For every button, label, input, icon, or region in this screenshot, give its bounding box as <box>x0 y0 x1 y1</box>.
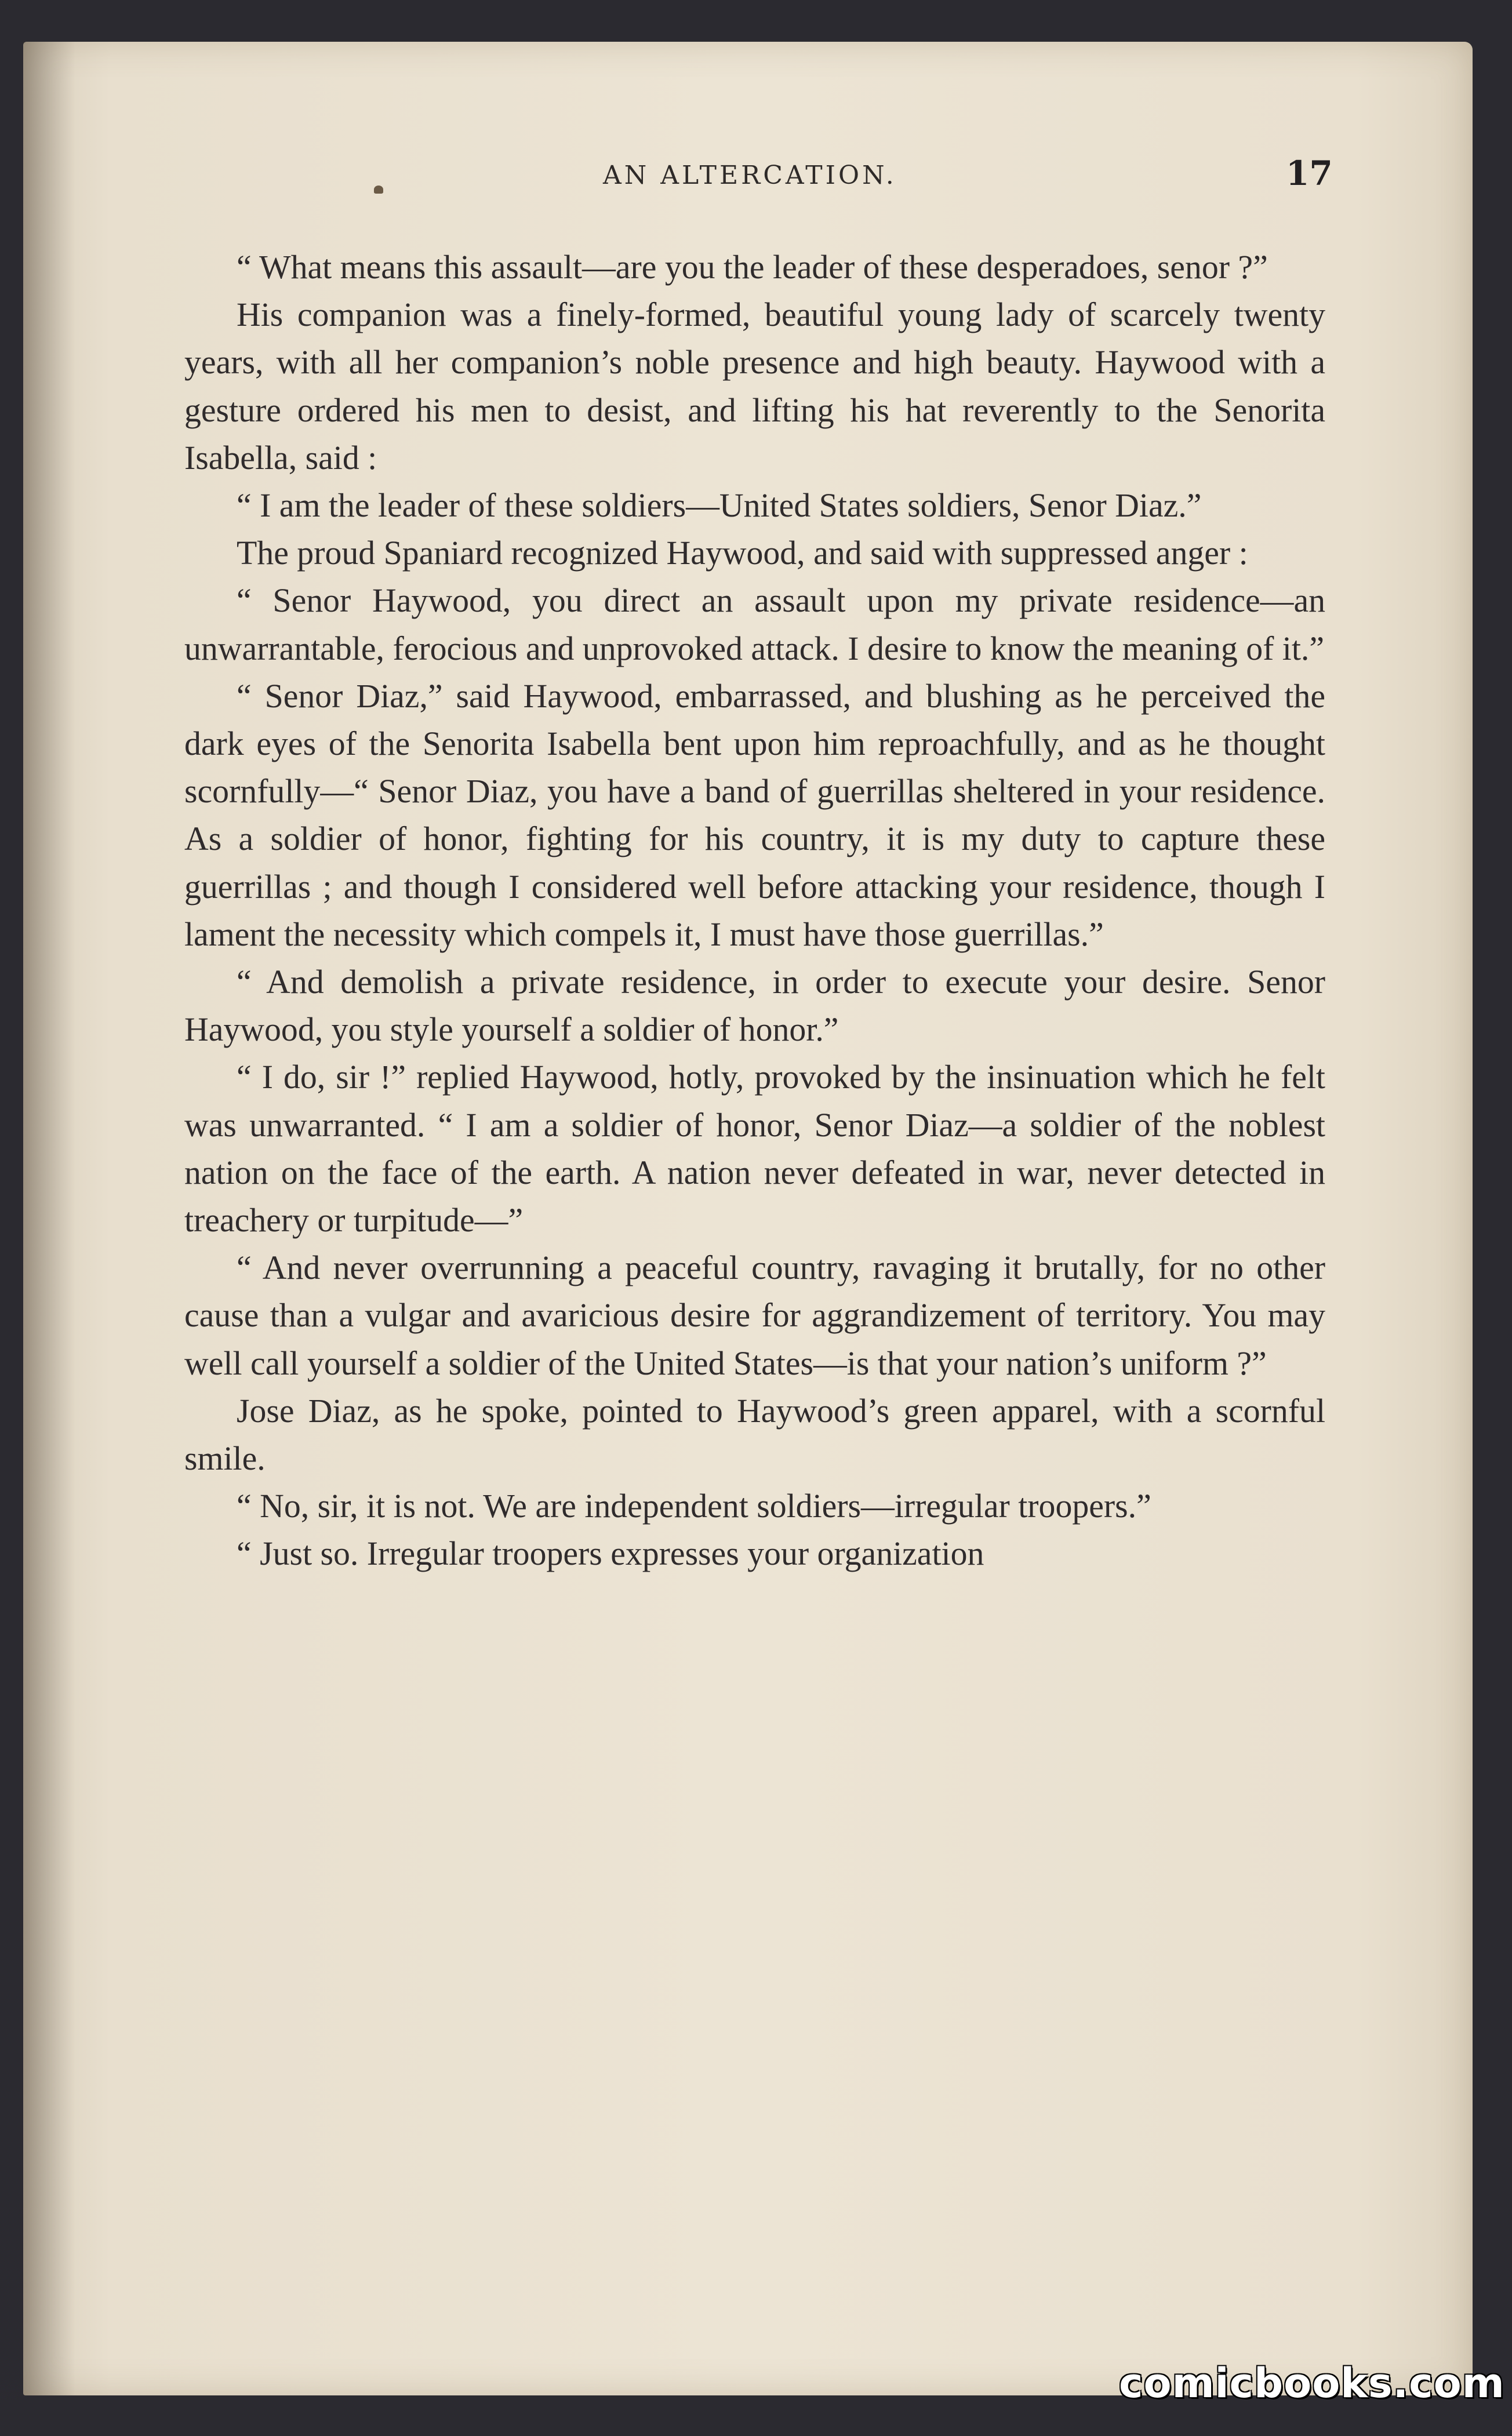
paragraph: “ No, sir, it is not. We are independent soldiers—irregular troopers.” <box>237 1487 1151 1525</box>
body-text <box>184 243 1325 1578</box>
paragraph: “ I am the leader of these soldiers—United States soldiers, Senor Diaz.” <box>237 486 1202 525</box>
paragraph: Jose Diaz, as he spoke, pointed to Haywood’s green apparel, with a scornful smile. <box>184 1391 1325 1478</box>
paragraph: “ What means this assault—are you the leader of these desperadoes, senor ?” <box>237 248 1268 286</box>
running-title: AN ALTERCATION. <box>603 161 897 190</box>
paragraph: “ I do, sir !” replied Haywood, hotly, provoked by the insinuation which he felt was unwarranted. “ I am a soldier of honor, Senor Diaz—a soldier of the noblest nation on the face of the earth. A nation never defeated in war, never detected in treachery or turpitude—” <box>184 1058 1325 1239</box>
page-number: 17 <box>1286 154 1333 193</box>
paragraph: “ Senor Haywood, you direct an assault upon my private residence—an unwarrantable, ferocious and unprovoked attack. I desire to know the meaning of it.” <box>184 581 1325 667</box>
paragraph: “ Just so. Irregular troopers expresses your organization <box>237 1535 984 1573</box>
paragraph: “ And demolish a private residence, in order to execute your desire. Senor Haywood, you style yourself a soldier of honor.” <box>184 963 1325 1049</box>
watermark-text: comicbooks.com <box>1119 2359 1505 2407</box>
page-gutter-shadow <box>23 42 75 2395</box>
paragraph: The proud Spaniard recognized Haywood, and said with suppressed anger : <box>237 534 1248 572</box>
paragraph: “ And never overrunning a peaceful country, ravaging it brutally, for no other cause than a vulgar and avaricious desire for aggrandizement of territory. You may well call yourself a soldier of the United States—is that your nation’s uniform ?” <box>184 1249 1325 1382</box>
paragraph: His companion was a finely-formed, beautiful young lady of scarcely twenty years, with all her companion’s noble presence and high beauty. Haywood with a gesture ordered his men to desist, and lifting his hat reverently to the Senorita Isabella, said : <box>184 296 1325 477</box>
ink-mark <box>374 186 383 194</box>
paragraph: “ Senor Diaz,” said Haywood, embarrassed, and blushing as he perceived the dark eyes of the Senorita Isabella bent upon him reproachfully, and as he thought scornfully—“ Senor Diaz, you have a band of guerrillas sheltered in your residence. As a soldier of honor, fighting for his country, it is my duty to capture these guerrillas ; and though I considered well before attacking your residence, though I lament the necessity which compels it, I must have those guerrillas.” <box>184 677 1325 953</box>
running-header <box>0 154 1512 200</box>
